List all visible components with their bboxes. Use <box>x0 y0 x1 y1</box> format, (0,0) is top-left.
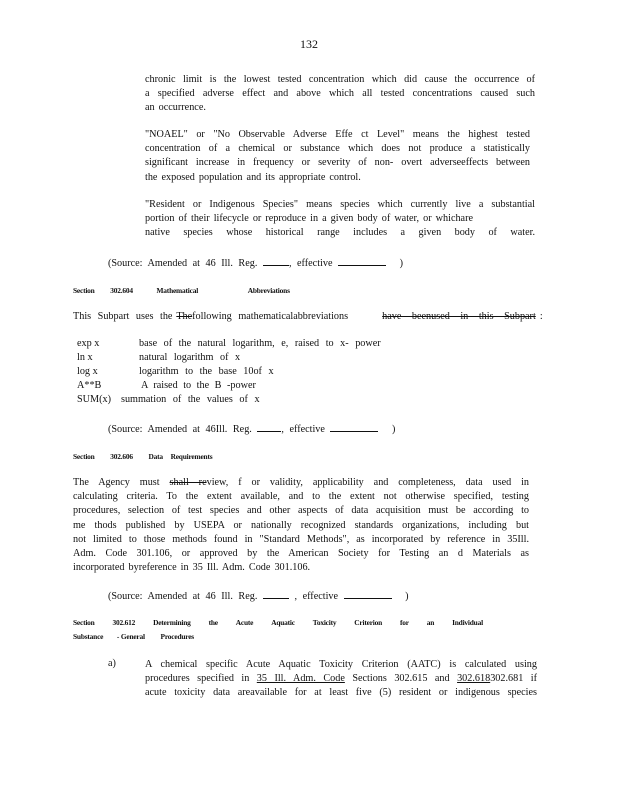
text-line <box>73 476 529 490</box>
source-sep: , effective <box>294 591 339 602</box>
section-604-intro <box>73 310 543 324</box>
source-sep: , <box>288 258 292 269</box>
page-number: 132 <box>300 37 318 51</box>
heading-word: an <box>426 618 435 627</box>
abbreviation-definition: logarithm to the base 10of x <box>139 366 274 377</box>
struck-text: have beenused in this Subpart <box>382 311 536 322</box>
source-note <box>108 588 409 602</box>
text-line: Adm. Code 301.106, or approved by the American Society for Testing an d Materials as <box>73 548 529 560</box>
abbreviation-definition: summation of the values of x <box>121 394 260 405</box>
heading-word: - General <box>116 632 145 641</box>
heading-line <box>73 618 483 627</box>
text-line: significant increase in frequency or severity of non- overt adverseeffects between <box>145 157 530 169</box>
source-text: (Source: Amended at 46 Ill. Reg. <box>108 258 258 269</box>
abbreviation-term: ln x <box>77 352 93 363</box>
item-a-body <box>145 658 537 701</box>
section-heading-302-612 <box>73 618 483 641</box>
heading-word: the <box>208 618 218 627</box>
source-close: ) <box>405 591 409 602</box>
definition-noael <box>145 128 530 185</box>
source-effective: effective <box>289 424 325 435</box>
heading-line <box>73 632 483 641</box>
text-line: a specified adverse effect and above which all tested concentrations caused such <box>145 88 535 100</box>
text-line: concentration of a chemical or substance which does not produce a statistically <box>145 143 530 155</box>
abbreviation-term: SUM(x) <box>77 394 111 405</box>
blank-line <box>344 588 392 599</box>
section-606-body <box>73 476 529 575</box>
definition-chronic-limit <box>145 73 535 116</box>
text-line: acute toxicity data areavailable for at least five (5) resident or indigenous species <box>145 687 537 699</box>
blank-line <box>257 421 281 432</box>
abbreviation-definition: natural logarithm of x <box>139 352 241 363</box>
text-line: the exposed population and its appropriate control. <box>145 171 361 183</box>
text-line: not limited to those methods found in "Standard Methods", as incorporated by reference in 35Ill. <box>73 533 529 545</box>
abbreviation-term: exp x <box>77 338 100 349</box>
section-title-word: Mathematical <box>156 286 199 295</box>
source-note <box>108 421 395 435</box>
section-number: 302.606 <box>110 452 133 461</box>
abbreviation-term: log x <box>77 366 98 377</box>
heading-word: Section <box>73 618 95 627</box>
abbreviation-definition: A raised to the B -power <box>141 380 256 391</box>
text-line <box>145 672 537 686</box>
heading-word: Individual <box>452 618 483 627</box>
section-heading-302-606 <box>73 452 212 461</box>
text-line: native species whose historical range includes a given body of water. <box>145 227 535 239</box>
section-title-word: Requirements <box>170 452 213 461</box>
heading-word: Substance <box>73 632 104 641</box>
inline-text: Sections 302.615 and <box>352 673 450 685</box>
heading-word: for <box>399 618 409 627</box>
text-line: an occurrence. <box>145 102 206 114</box>
heading-word: Acute <box>235 618 254 627</box>
heading-word: 302.612 <box>112 618 136 627</box>
abbreviation-term: A**B <box>77 380 102 391</box>
intro-end: : <box>539 311 543 322</box>
underlined-text: 35 Ill. Adm. Code <box>256 673 345 685</box>
text-line: incorporated byreference in 35 Ill. Adm. Code 301.106. <box>73 562 311 574</box>
text-line: A chemical specific Acute Aquatic Toxicity Criterion (AATC) is calculated using <box>145 659 537 670</box>
section-title-word: Data <box>148 452 163 461</box>
abbreviation-definition: base of the natural logarithm, e, raised to x- power <box>139 338 381 349</box>
struck-text: 302.681 if <box>490 673 537 685</box>
text-line: portion of their lifecycle or reproduce in a given body of water, or whichare <box>145 213 473 225</box>
blank-line <box>338 255 386 266</box>
source-note <box>108 255 403 269</box>
text-line: calculating criteria. To the extent available, and to the extent not otherwise specified, testing <box>73 491 529 503</box>
heading-word: Procedures <box>160 632 194 641</box>
heading-word: Toxicity <box>312 618 337 627</box>
section-label: Section <box>73 286 95 295</box>
source-text: (Source: Amended at 46 Ill. Reg. <box>108 591 258 602</box>
blank-line <box>263 588 289 599</box>
inline-text: view, f or validity, applicability and completeness, data used in <box>206 477 530 488</box>
source-text: (Source: Amended at 46Ill. Reg. <box>108 424 252 435</box>
source-effective: effective <box>297 258 333 269</box>
heading-word: Aquatic <box>271 618 295 627</box>
source-close: ) <box>399 258 403 269</box>
blank-line <box>263 255 289 266</box>
intro-text: following mathematicalabbreviations <box>192 311 349 322</box>
struck-text: The <box>176 311 193 322</box>
heading-word: Criterion <box>354 618 383 627</box>
section-label: Section <box>73 452 95 461</box>
section-heading-302-604 <box>73 286 290 295</box>
heading-word: Determining <box>153 618 191 627</box>
text-line: chronic limit is the lowest tested concentration which did cause the occurrence of <box>145 74 535 85</box>
text-line: "NOAEL" or "No Observable Adverse Effe ct Level" means the highest tested <box>145 129 530 140</box>
inline-text: procedures specified in <box>145 673 250 685</box>
item-label: a) <box>108 658 116 669</box>
struck-text: shall re <box>169 477 207 488</box>
definition-resident-species <box>145 198 535 241</box>
underlined-text: 302.618 <box>457 673 491 685</box>
blank-line <box>330 421 378 432</box>
text-line: "Resident or Indigenous Species" means species which currently live a substantial <box>145 199 535 210</box>
source-sep: , <box>281 424 284 435</box>
intro-text: This Subpart uses the <box>73 311 173 322</box>
text-line: procedures, selection of test species and other aspects of data acquisition must be according to <box>73 505 529 517</box>
text-line: me thods published by USEPA or nationally recognized standards organizations, including but <box>73 519 529 531</box>
source-close: ) <box>392 424 396 435</box>
section-title-word: Abbreviations <box>247 286 290 295</box>
section-number: 302.604 <box>110 286 133 295</box>
inline-text: The Agency must <box>73 477 160 488</box>
